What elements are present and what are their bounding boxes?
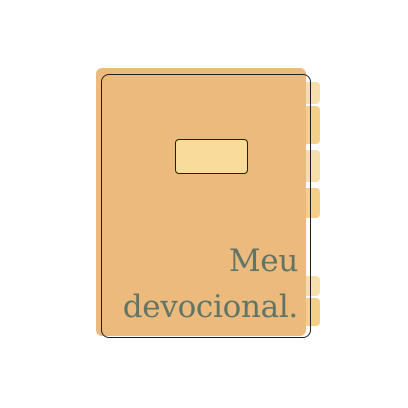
- title-line-1: Meu: [228, 243, 298, 279]
- notebook-title: [123, 238, 298, 330]
- title-line-2: devocional.: [122, 289, 298, 325]
- label-plate-icon: [175, 139, 248, 174]
